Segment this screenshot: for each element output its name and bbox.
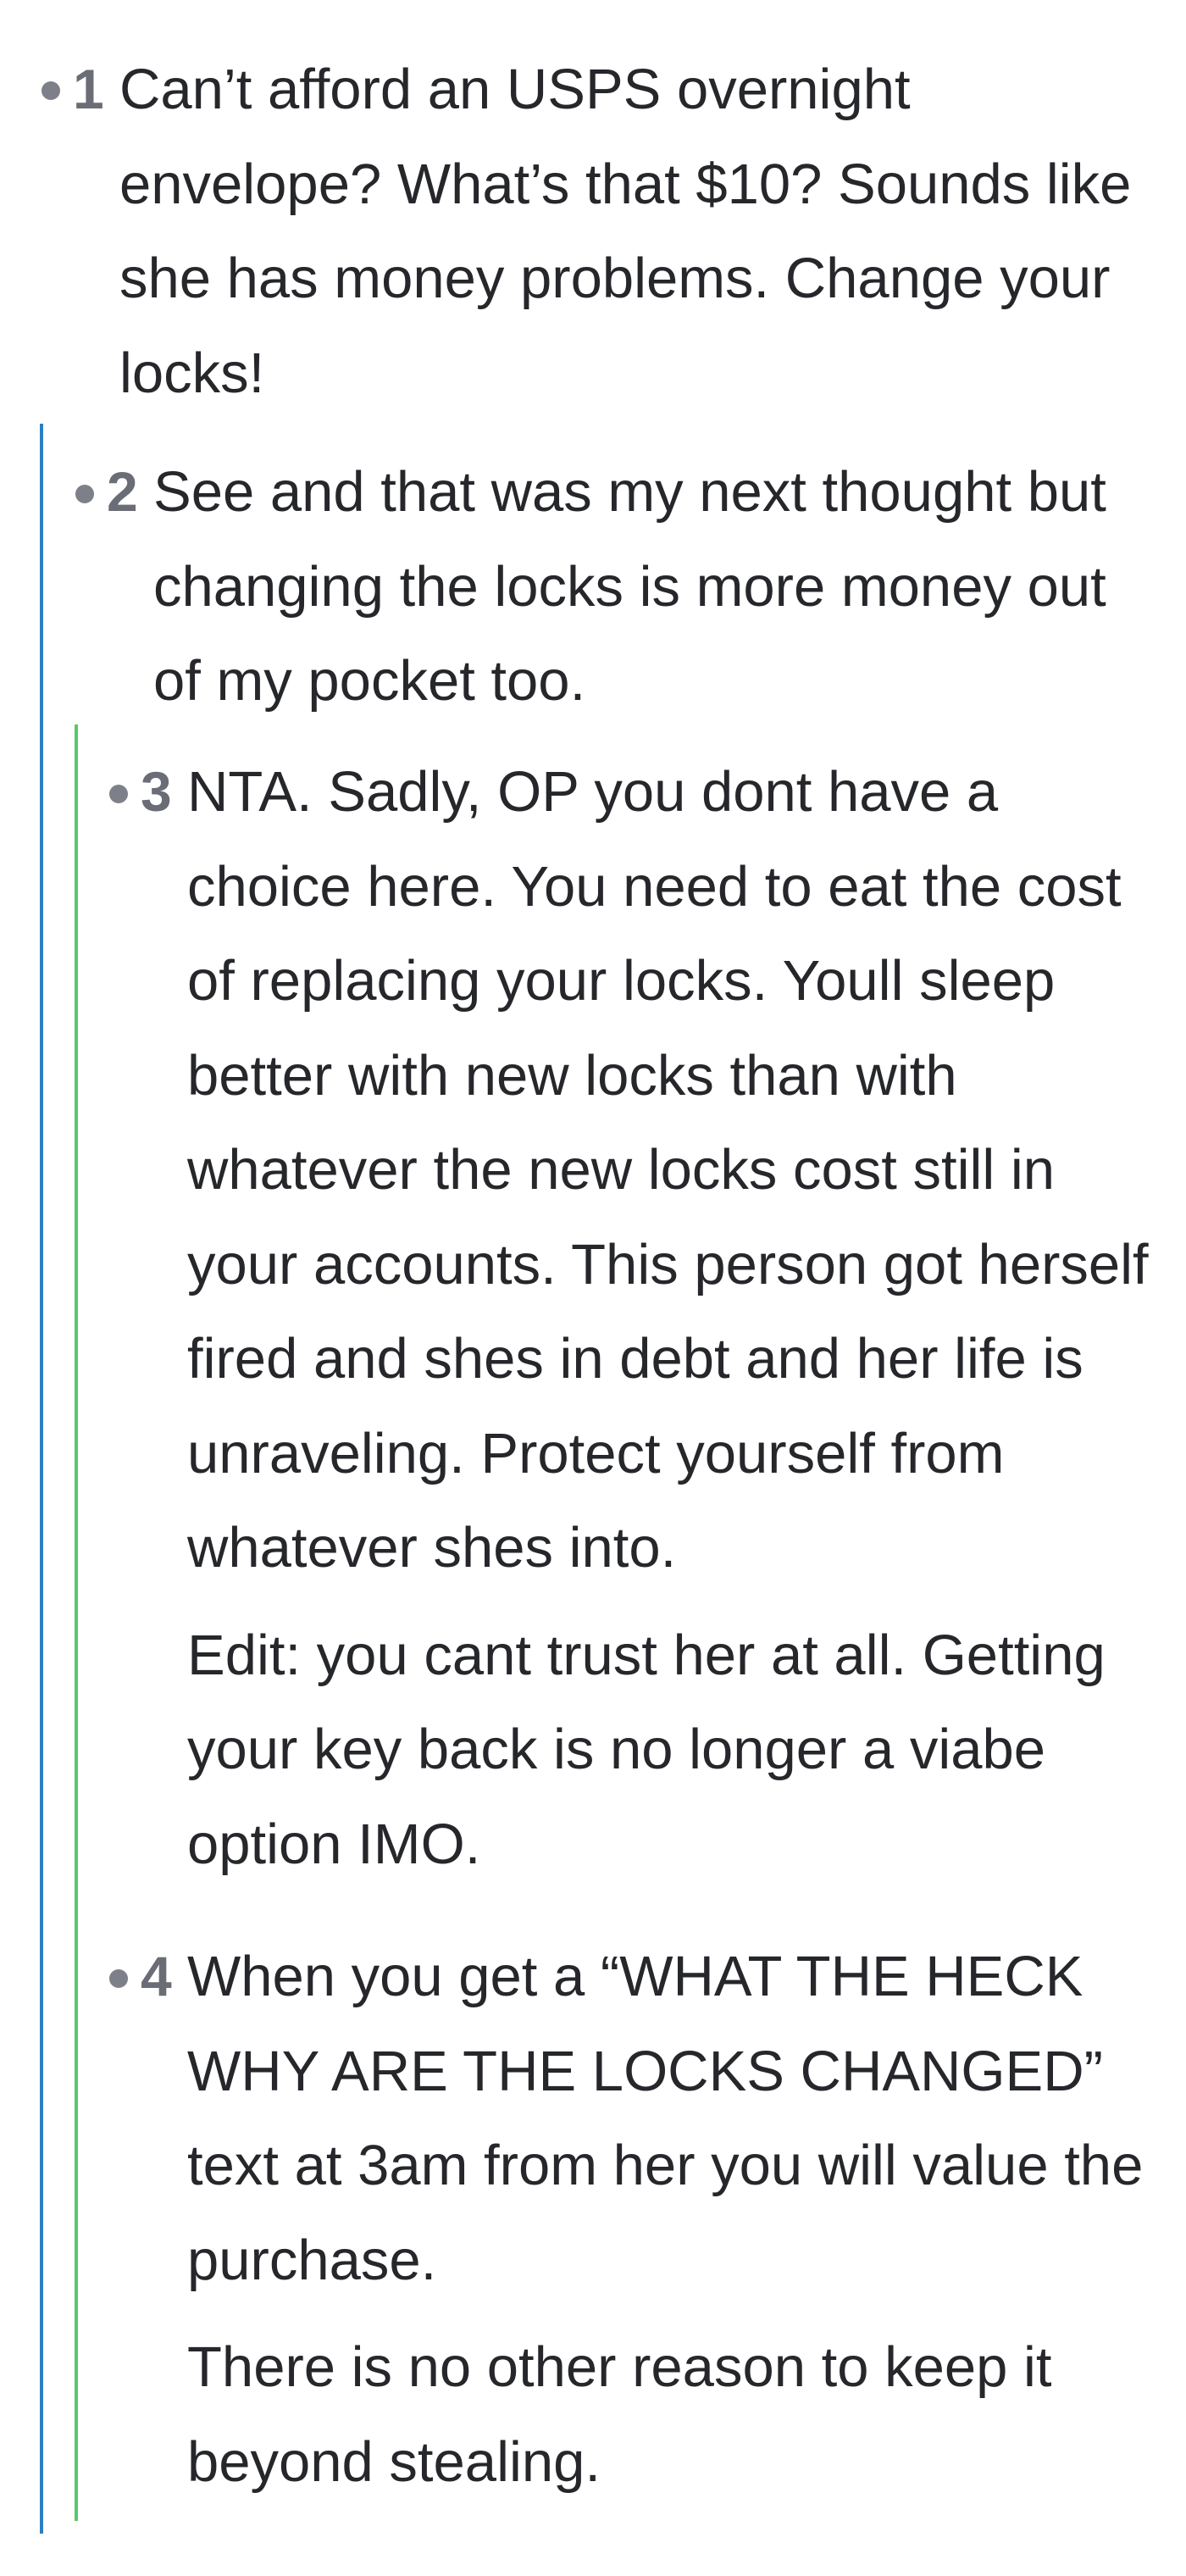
- comment-number: 2: [107, 460, 138, 523]
- comment-number: 4: [141, 1945, 172, 2007]
- comment-paragraph: There is no other reason to keep it beyond stealing.: [187, 2335, 1052, 2494]
- comment-body: [187, 1929, 1174, 2509]
- comment-paragraph: See and that was my next thought but changing the locks is more money out of my pocket too.: [153, 460, 1106, 713]
- comment-paragraph: NTA. Sadly, OP you dont have a choice here. You need to eat the cost of replacing your locks. Youll sleep better with new locks than with whatever the new locks cost still in your accounts. This person got herself fired and shes in debt and her life is unraveling. Protect yourself from whatever shes into.: [187, 760, 1149, 1579]
- comment-number: 3: [141, 760, 172, 823]
- bullet-icon: [109, 1969, 128, 1988]
- comment-number: 1: [73, 58, 104, 120]
- comment-paragraph: When you get a “WHAT THE HECK WHY ARE THE LOCKS CHANGED” text at 3am from her you will value the purchase.: [187, 1945, 1144, 2292]
- comment-paragraph: Can’t afford an USPS overnight envelope? What’s that $10? Sounds like she has money problems. Change your locks!: [119, 58, 1132, 405]
- comment-paragraph: Edit: you cant trust her at all. Getting your key back is no longer a viabe option IMO.: [187, 1623, 1106, 1876]
